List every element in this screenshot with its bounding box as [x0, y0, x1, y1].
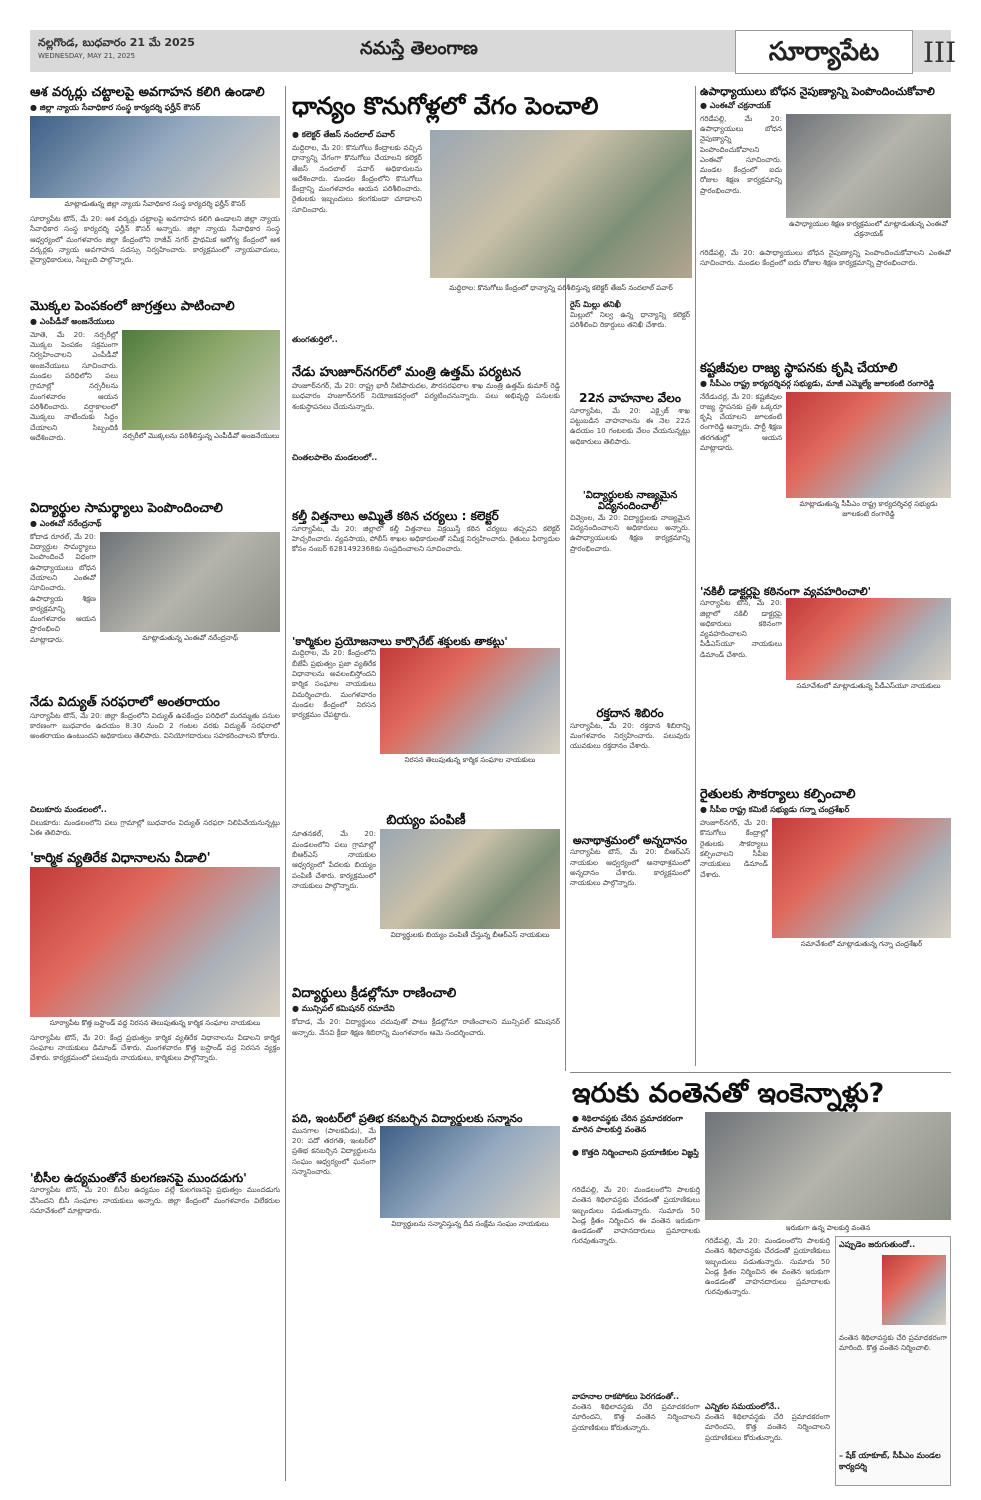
- headline: 'కార్మిక వ్యతిరేక విధానాలను వీడాలి': [30, 850, 211, 866]
- caption: సమావేశంలో మాట్లాడుతున్న గన్నా చంద్రశేఖర్: [800, 940, 923, 949]
- headline: నేడు హుజూర్‌నగర్‌లో మంత్రి ఉత్తమ్ పర్యటన: [292, 365, 522, 380]
- dateline-english: WEDNESDAY, MAY 21, 2025: [38, 52, 136, 60]
- headline: కల్తీ విత్తనాలు అమ్మితే కఠిన చర్యలు : కలెక్టర్: [292, 508, 499, 523]
- headline: 'విద్యార్థులకు నాణ్యమైన విద్యనందించాలి': [582, 489, 678, 513]
- headline: అనాథాశ్రమంలో అన్నదానం: [572, 833, 688, 847]
- article-student-skills: [30, 502, 280, 692]
- article-teachers-skills: [700, 86, 951, 358]
- masthead: [30, 30, 957, 72]
- lead-headline: ధాన్యం కొనుగోళ్లలో వేగం పెంచాలి: [292, 92, 599, 120]
- photo-bridge: [705, 1112, 951, 1220]
- quote-body: వంతెన శిథిలావస్థకు చేరి ప్రమాదకరంగా మారింది. కొత్త వంతెన నిర్మించాలి.: [839, 1333, 947, 1353]
- quote-signature: – షేక్ యాకూబ్, సీపీఎం మండల కార్యదర్శి: [839, 1451, 941, 1471]
- dateline: నల్లగొండ, బుధవారం 21 మే 2025: [38, 36, 195, 49]
- headline: విద్యార్థుల సామర్థ్యాలు పెంపొందించాలి: [30, 500, 223, 516]
- caption: నిరసన తెలుపుతున్న కార్మిక సంఘాల నాయకులు: [404, 756, 536, 765]
- paper-name: నమస్తే తెలంగాణ: [360, 38, 478, 59]
- article-quality-education: [570, 490, 690, 703]
- article-minister-visit: [292, 366, 560, 506]
- headline: బియ్యం పంపిణీ: [386, 813, 466, 829]
- feature-headline: ఇరుకు వంతెనతో ఇంకెన్నాళ్లు?: [572, 1078, 885, 1109]
- page-number: III: [923, 36, 957, 69]
- article-body: మోతె, మే 20: నర్సరీల్లో మొక్కల పెంపకం సక్రమంగా నిర్వహించాలని ఎంపీడీవో అంజనేయులు సూచించారు. మండల పరిధిలోని పలు గ్రామాల్లో నర్సరీలను మంగళవారం ఆయన పరిశీలించారు. వర్షాకాలంలో మొక్కలు నాటేందుకు సిద్ధం చేయాలని సిబ్బందికి ఆదేశించారు.: [30, 329, 118, 442]
- feature-subheading: ఎన్నికల సమయంలోనే..: [705, 1402, 781, 1411]
- article-body: సూర్యాపేట, మే 20: ఎక్సైజ్ శాఖ పట్టుబడిన వాహనాలను ఈ నెల 22న ఉదయం 10 గంటలకు వేలం వేయనున్నట్లు అధికారులు తెలిపారు.: [570, 405, 690, 446]
- article-labour-policy: [30, 852, 280, 1168]
- photo-protest: [30, 867, 280, 1017]
- article-felicitation: [292, 1113, 560, 1256]
- caption: ఉపాధ్యాయుల శిక్షణ కార్యక్రమంలో మాట్లాడుతున్న ఎంఈవో చక్రనాయక్: [789, 219, 948, 238]
- caption: మాట్లాడుతున్న ఎంఈవో నరేంద్రనాథ్: [142, 633, 238, 642]
- article-fake-doctors: [700, 586, 951, 785]
- article-body: హుజూర్‌నగర్, మే 20: కొనుగోలు కేంద్రాల్లో రైతులకు సౌకర్యాలు కల్పించాలని సీపీఐ నాయకులు డిమాండ్ చేశారు.: [700, 818, 768, 879]
- caption: నర్సరీలో మొక్కలను పరిశీలిస్తున్న ఎంపీడీవో అంజనేయులు: [122, 431, 280, 440]
- headline: నేడు విద్యుత్ సరఫరాలో అంతరాయం: [30, 694, 220, 710]
- article-body: సూర్యాపేట, మే 20: జిల్లాలో కల్తీ విత్తనాలు విక్రయిస్తే కఠిన చర్యలు తప్పవని కలెక్టర్ హెచ్చరించారు. వ్యవసాయ, పోలీస్ శాఖల అధికారులతో సమీక్ష నిర్వహించారు. రైతులు ఫిర్యాదుల కోసం నంబర్ 6281492368కు సంప్రదించాలని సూచించారు.: [292, 523, 560, 554]
- headline: 22న వాహనాల వేలం: [579, 391, 681, 405]
- subheading: చింతలపాలెం మండలంలో..: [292, 452, 378, 462]
- article-body: సూర్యాపేట టౌన్, మే 20: ఆశ వర్కర్లు చట్టాలపై అవగాహన కలిగి ఉండాలని జిల్లా న్యాయ సేవాధికార సంస్థ కార్యదర్శి ఫర్హీన్ కౌసర్ అన్నారు. జిల్లా న్యాయ సేవాధికార సంస్థ ఆధ్వర్యంలో మంగళవారం జిల్లా కేంద్రంలోని రాజీవ్ నగర్ ప్రాథమిక ఆరోగ్య కేంద్రంలో ఆశ వర్కర్లకు న్యాయ అవగాహన సదస్సు నిర్వహించారు. కార్యక్రమంలో న్యాయవాదులు, వైద్యాధికారులు, సిబ్బంది పాల్గొన్నారు.: [30, 213, 280, 265]
- article-body: కోదాడ రూరల్, మే 20: విద్యార్థుల సామర్థ్యాలు పెంపొందించే విధంగా ఉపాధ్యాయులు బోధన చేయాలని ఎంఈవో సూచించారు. ఉపాధ్యాయ శిక్షణ కార్యక్రమాన్ని మంగళవారం ఆయన ప్రారంభించి మాట్లాడారు.: [30, 531, 96, 644]
- article-cpm-rally: [700, 362, 951, 582]
- article-body: సూర్యాపేట టౌన్, మే 20: జిల్లా కేంద్రంలోని విద్యుత్ ఉపకేంద్రం పరిధిలో మరమ్మతు పనుల కారణంగా బుధవారం ఉదయం 8.30 నుంచి 2 గంటల వరకు విద్యుత్ సరఫరాలో అంతరాయం ఉంటుందని అధికారులు తెలిపారు. వినియోగదారులు సహకరించాలని కోరారు.: [30, 710, 280, 741]
- photo-lead-paddy: [430, 130, 692, 278]
- article-body: మునగాల (పాలకవీడు), మే 20: పదో తరగతి, ఇంటర్‌లో ప్రతిభ కనబర్చిన విద్యార్థులను సంఘం ఆధ్వర్యంలో ఘనంగా సన్మానించారు.: [292, 1125, 376, 1177]
- photo-cpi: [772, 818, 951, 938]
- article-bc-movement: [30, 1172, 280, 1246]
- article-body: చిలుకూరు: మండలంలోని పలు గ్రామాల్లో బుధవారం విద్యుత్ సరఫరా నిలిపివేయనున్నట్లు ఏఈ తెలిపారు.: [30, 817, 280, 838]
- article-power-cut: [30, 696, 280, 848]
- article-body: సూర్యాపేట, మే 20: రక్తదాన శిబిరాన్ని మంగళవారం నిర్వహించారు. పలువురు యువకులు రక్తదానం చేశారు.: [570, 720, 690, 751]
- feature-subheading: వాహనాల రాకపోకలు పెరగడంతో..: [572, 1392, 680, 1401]
- article-body: చివ్వెంల, మే 20: విద్యార్థులకు నాణ్యమైన విద్యనందించాలని అధికారులు అన్నారు. ఉపాధ్యాయులకు శిక్షణ కార్యక్రమాన్ని ప్రారంభించారు.: [570, 512, 690, 553]
- article-vehicle-auction: [570, 392, 690, 486]
- caption: సూర్యాపేట కొత్త బస్టాండ్ వద్ద నిరసన తెలుపుతున్న కార్మిక సంఘాల నాయకులు: [49, 1018, 261, 1027]
- photo-training: [100, 532, 280, 632]
- headline: 'నకిలీ డాక్టర్లపై కఠినంగా వ్యవహరించాలి': [700, 584, 872, 598]
- headline: రైతులకు సౌకర్యాలు కల్పించాలి: [700, 787, 856, 803]
- caption: మాట్లాడుతున్న సీపీఎం రాష్ట్ర కార్యదర్శివర్గ సభ్యుడు జూలకంటి రంగారెడ్డి: [799, 499, 938, 518]
- lead-caption: మద్దిరాల: కొనుగోలు కేంద్రంలో ధాన్యాన్ని పరిశీలిస్తున్న కలెక్టర్ తేజస్ నందలాల్ పవార్: [449, 284, 673, 292]
- article-body: మద్దిరాల, మే 20: కేంద్రంలోని బీజేపీ ప్రభుత్వం ప్రజా వ్యతిరేక విధానాలను అవలంబిస్తోందని కార్మిక సంఘాల నాయకులు విమర్శించారు. మంగళవారం మండల కేంద్రంలో నిరసన కార్యక్రమం చేపట్టారు.: [292, 648, 376, 720]
- column-3: [570, 392, 690, 981]
- feature-bullet: ● కొత్తది నిర్మించాలని ప్రయాణికుల విజ్ఞప్తి: [572, 1148, 699, 1157]
- article-rice-distribution: [292, 814, 560, 983]
- headline: మొక్కల పెంపకంలో జాగ్రత్తలు పాటించాలి: [30, 298, 235, 314]
- article-orphanage: [570, 835, 690, 978]
- photo-rice: [380, 829, 560, 929]
- article-workers-corporate: [292, 636, 560, 811]
- article-plant-nursery: [30, 300, 280, 498]
- photo-pdsu: [786, 598, 951, 680]
- feature-body: గరిడేపల్లి, మే 20: మండలంలోని పాలకుర్తి వంతెన శిథిలావస్థకు చేరడంతో ప్రయాణికులు ఇబ్బందులు పడుతున్నారు. సుమారు 50 ఏండ్ల క్రితం నిర్మించిన ఈ వంతెన ఇరుకుగా ఉండడంతో వాహనదారులు ప్రమాదాలకు గురవుతున్నారు.: [572, 1185, 700, 1246]
- headline: ఆశ వర్కర్లు చట్టాలపై అవగాహన కలిగి ఉండాలి: [30, 85, 265, 100]
- quote-box-title: ఎప్పుడెం జరుగుతుందో..: [839, 1240, 916, 1249]
- byline: ● సీపీఐ రాష్ట్ర కమిటీ సభ్యుడు గన్నా చంద్రశేఖర్: [700, 805, 850, 815]
- article-asha-workers: [30, 86, 280, 296]
- byline: ● సీపీఎం రాష్ట్ర కార్యదర్శివర్గ సభ్యుడు, మాజీ ఎమ్మెల్యే జూలకంటి రంగారెడ్డి: [700, 378, 935, 388]
- photo-felicitation: [380, 1126, 560, 1218]
- feature-bullet: ● శిథిలావస్థకు చేరిన ప్రమాదకరంగా మారిన పాలకుర్తి వంతెన: [572, 1114, 683, 1134]
- article-body: సూర్యాపేట టౌన్, మే 20: బీసీల ఉద్యమం వల్లే కులగణనపై ప్రభుత్వం ముందడుగు వేసిందని బీసీ సంఘాల నాయకులు అన్నారు. జిల్లా కేంద్రంలో మంగళవారం విలేకరుల సమావేశంలో మాట్లాడారు.: [30, 1185, 280, 1216]
- article-body: సూర్యాపేట టౌన్, మే 20: కేంద్ర ప్రభుత్వం కార్మిక వ్యతిరేక విధానాలను వీడాలని కార్మిక సంఘాల నాయకులు డిమాండ్ చేశారు. మంగళవారం కొత్త బస్టాండ్ వద్ద నిరసన వ్యక్తం చేశారు. కార్యక్రమంలో పలువురు నాయకులు, కార్మికులు పాల్గొన్నారు.: [30, 1032, 280, 1063]
- article-body: సూర్యాపేట టౌన్, మే 20: బీఆర్‌ఎస్ నాయకుల ఆధ్వర్యంలో అనాథాశ్రమంలో అన్నదానం చేశారు. కార్యక్రమంలో నాయకులు పాల్గొన్నారు.: [570, 847, 690, 888]
- article-farmer-facilities: [700, 788, 951, 968]
- article-blood-donation: [570, 707, 690, 831]
- article-sports: [292, 987, 560, 1109]
- headline: పది, ఇంటర్‌లో ప్రతిభ కనబర్చిన విద్యార్థులకు సన్మానం: [292, 1112, 523, 1126]
- headline: విద్యార్థులు క్రీడల్లోనూ రాణించాలి: [292, 986, 457, 1002]
- byline: ● ఎంపీడీవో అంజనేయులు: [30, 316, 115, 326]
- headline: 'కార్మికుల ప్రయోజనాలు కార్పొరేట్ శక్తులకు తాకట్టు': [292, 634, 508, 648]
- headline: 'బీసీల ఉద్యమంతోనే కులగణనపై ముందడుగు': [30, 1170, 247, 1185]
- column-4: [700, 86, 951, 972]
- photo-speaker: [882, 1255, 946, 1325]
- article-body: మద్దిరాల, మే 20: కొనుగోలు కేంద్రాలకు వచ్చిన ధాన్యాన్ని వేగంగా కొనుగోలు చేయాలని కలెక్టర్ తేజస్ నందలాల్ పవార్ అధికారులను ఆదేశించారు. మండల కేంద్రంలోని కొనుగోలు కేంద్రాన్ని మంగళవారం ఆయన పరిశీలించారు. రైతులకు ఇబ్బందులు కలగకుండా చూడాలని సూచించారు.: [292, 143, 422, 214]
- column-rule: [285, 86, 286, 1481]
- photo-cpm: [786, 392, 951, 498]
- headline: ఉపాధ్యాయులు బోధన నైపుణ్యాన్ని పెంపొందించుకోవాలి: [700, 85, 935, 98]
- column-2: [292, 128, 560, 1260]
- article-body: నేరేడుచర్ల, మే 20: కష్టజీవుల రాజ్య స్థాపనకు ప్రతి ఒక్కరూ కృషి చేయాలని జూలకంటి రంగారెడ్డి అన్నారు. పార్టీ శిక్షణ తరగతుల్లో ఆయన మాట్లాడారు.: [700, 391, 782, 453]
- byline: ● ఎంఈవో చక్రనాయక్: [700, 100, 771, 110]
- article-body: నూతనకల్, మే 20: మండలంలోని పలు గ్రామాల్లో బీఆర్‌ఎస్ నాయకుల ఆధ్వర్యంలో పేదలకు బియ్యం పంపిణీ చేశారు. కార్యక్రమంలో నాయకులు పాల్గొన్నారు.: [292, 829, 376, 890]
- subheading: చిలుకూరు మండలంలో..: [30, 804, 107, 814]
- photo-nursery: [122, 330, 280, 430]
- photo-ifty-protest: [380, 648, 560, 754]
- subheading: రైస్ మిల్లు తనిఖీ: [570, 300, 621, 309]
- section-rule: [570, 1072, 951, 1073]
- feature-body: వంతెన శిథిలావస్థకు చేరి ప్రమాదకరంగా మారిందని, కొత్త వంతెన నిర్మించాలని ప్రయాణికులు కోరుతున్నారు.: [705, 1412, 830, 1442]
- byline: ● జిల్లా న్యాయ సేవాధికార సంస్థ కార్యదర్శి ఫర్హీన్ కౌసర్: [30, 102, 201, 112]
- byline: ● ఎంఈవో నరేంద్రనాథ్: [30, 518, 102, 528]
- column-1: [30, 86, 280, 1249]
- article-body: గరిడేపల్లి, మే 20: ఉపాధ్యాయులు బోధన నైపుణ్యాన్ని పెంపొందించుకోవాలని ఎంఈవో సూచించారు. మండల కేంద్రంలో ఐదు రోజుల శిక్షణ కార్యక్రమాన్ని ప్రారంభించారు.: [700, 113, 782, 195]
- column-rule: [695, 86, 696, 1066]
- photo-teachers: [786, 114, 951, 218]
- photo-asha-workers: [30, 116, 280, 198]
- caption: మాట్లాడుతున్న జిల్లా న్యాయ సేవాధికార సంస్థ కార్యదర్శి ఫర్హీన్ కౌసర్: [64, 199, 246, 208]
- caption: సమావేశంలో మాట్లాడుతున్న పీడీఎస్‌యూ నాయకులు: [796, 682, 941, 691]
- article-body-cont: గరిడేపల్లి, మే 20: ఉపాధ్యాయులు బోధన నైపుణ్యాన్ని పెంపొందించుకోవాలని ఎంఈవో సూచించారు. మండల కేంద్రంలో ఐదు రోజుల శిక్షణ కార్యక్రమాన్ని ప్రారంభించారు.: [700, 247, 951, 267]
- article-body: కోదాడ, మే 20: విద్యార్థులు చదువుతో పాటు క్రీడల్లోనూ రాణించాలని మున్సిపల్ కమిషనర్ అన్నారు. వేసవి క్రీడా శిక్షణ శిబిరాన్ని మంగళవారం ఆమె సందర్శించారు.: [292, 1017, 560, 1037]
- caption: విద్యార్థులను సన్మానిస్తున్న దీవ సంక్షేమ సంఘం నాయకులు: [391, 1219, 549, 1228]
- article-fake-seeds: [292, 510, 560, 632]
- headline: రక్తదాన శిబిరం: [596, 705, 664, 720]
- article-body: సూర్యాపేట టౌన్, మే 20: జిల్లాలో నకిలీ డాక్టర్లపై అధికారులు కఠినంగా వ్యవహరించాలని పీడీఎస్‌యూ నాయకులు డిమాండ్ చేశారు.: [700, 598, 782, 659]
- caption: విద్యార్థులకు బియ్యం పంపిణీ చేస్తున్న బీఆర్‌ఎస్ నాయకులు: [390, 931, 550, 940]
- feature-caption: ఇరుకుగా ఉన్న పాలకుర్తి వంతెన: [785, 1224, 871, 1232]
- feature-body: వంతెన శిథిలావస్థకు చేరి ప్రమాదకరంగా మారిందని, కొత్త వంతెన నిర్మించాలని ప్రయాణికులు కోరుతున్నారు.: [572, 1402, 700, 1432]
- edition-name: సూర్యాపేట: [735, 30, 913, 74]
- byline: ● మున్సిపల్ కమిషనర్ రమాదేవి: [292, 1004, 395, 1014]
- subheading: తుంగతుర్తిలో..: [292, 335, 338, 344]
- article-body: మిల్లులో నిల్వ ఉన్న ధాన్యాన్ని కలెక్టర్ పరిశీలించి రికార్డులు తనిఖీ చేశారు.: [570, 310, 690, 330]
- quote-box: [835, 1236, 951, 1486]
- headline: కష్టజీవుల రాజ్య స్థాపనకు కృషి చేయాలి: [700, 360, 898, 376]
- article-body: హుజూర్‌నగర్, మే 20: రాష్ట్ర భారీ నీటిపారుదల, పౌరసరఫరాల శాఖ మంత్రి ఉత్తమ్ కుమార్ రెడ్డి బుధవారం హుజూర్‌నగర్ నియోజకవర్గంలో పర్యటించనున్నారు. పలు అభివృద్ధి పనులకు శంకుస్థాపనలు చేయనున్నారు.: [292, 380, 560, 411]
- byline: ● కలెక్టర్ తేజస్ నందలాల్ పవార్: [292, 130, 395, 139]
- feature-body: గరిడేపల్లి, మే 20: మండలంలోని పాలకుర్తి వంతెన శిథిలావస్థకు చేరడంతో ప్రయాణికులు ఇబ్బందులు పడుతున్నారు. సుమారు 50 ఏండ్ల క్రితం నిర్మించిన ఈ వంతెన ఇరుకుగా ఉండడంతో వాహనదారులు ప్రమాదాలకు గురవుతున్నారు.: [705, 1236, 830, 1297]
